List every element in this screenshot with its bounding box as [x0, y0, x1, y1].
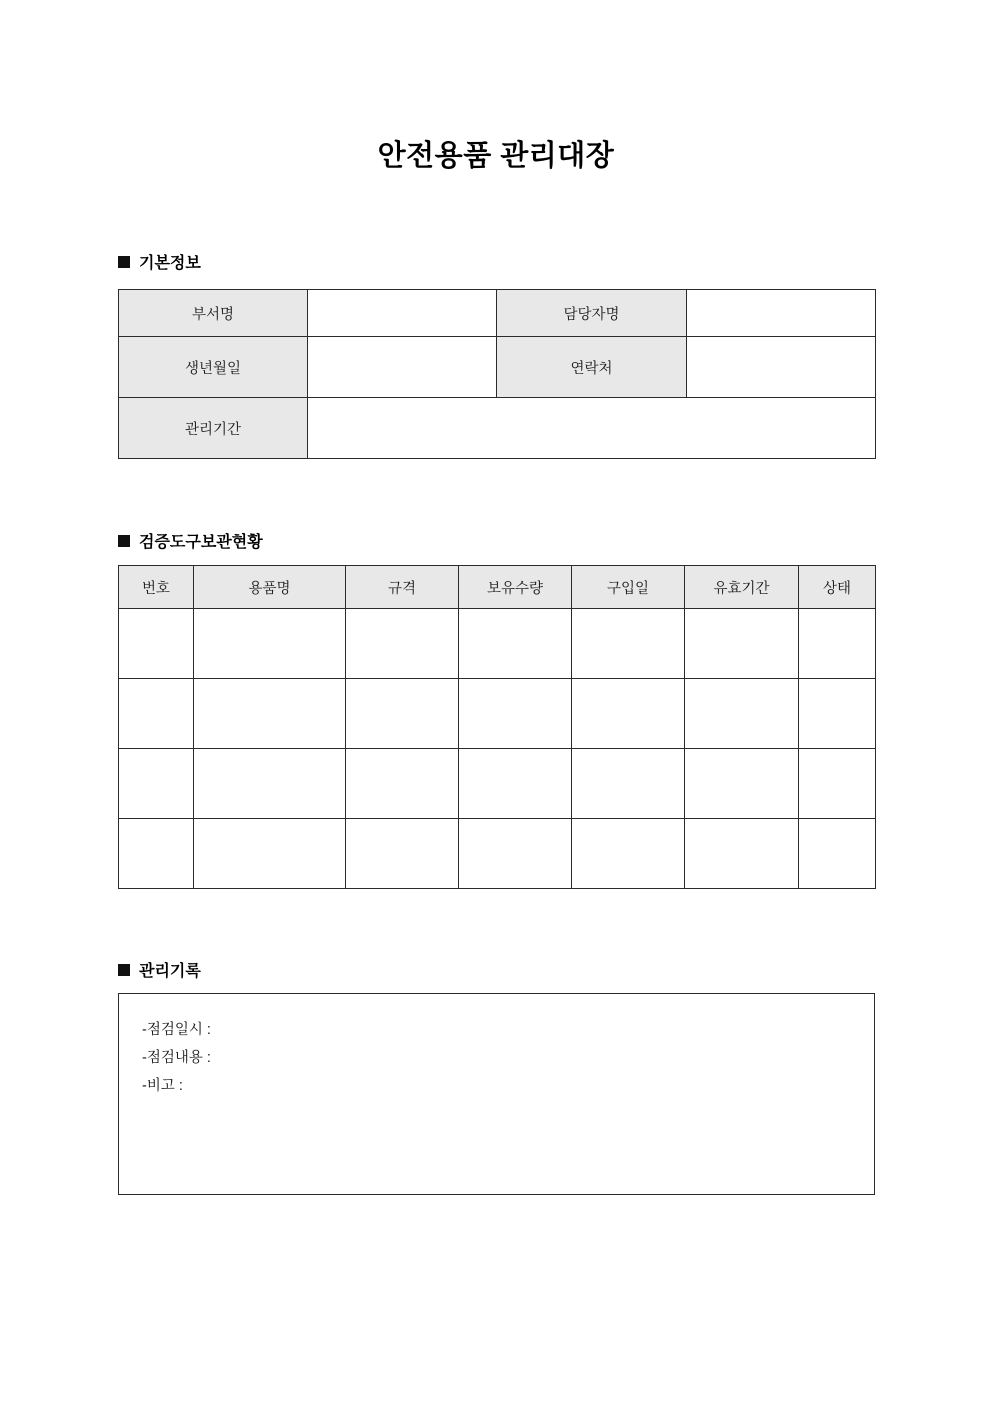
- section-heading-records: [118, 958, 201, 981]
- cell-purchase-date[interactable]: [572, 819, 685, 889]
- cell-status[interactable]: [799, 609, 876, 679]
- column-header-quantity: 보유수량: [459, 566, 572, 609]
- table-row: [119, 679, 876, 749]
- cell-number[interactable]: [119, 819, 194, 889]
- table-row: [119, 337, 876, 398]
- table-row: [119, 749, 876, 819]
- column-header-specification: 규격: [346, 566, 459, 609]
- record-line-inspection-content: -점검내용 :: [142, 1050, 211, 1066]
- cell-purchase-date[interactable]: [572, 609, 685, 679]
- basic-info-table: [118, 289, 876, 459]
- record-line-inspection-datetime: -점검일시 :: [142, 1022, 211, 1038]
- cell-number[interactable]: [119, 679, 194, 749]
- cell-number[interactable]: [119, 609, 194, 679]
- label-management-period: 관리기간: [119, 398, 308, 459]
- cell-status[interactable]: [799, 819, 876, 889]
- value-birth-date[interactable]: [308, 337, 497, 398]
- cell-item-name[interactable]: [194, 679, 346, 749]
- column-header-purchase-date: 구입일: [572, 566, 685, 609]
- column-header-item-name: 용품명: [194, 566, 346, 609]
- section-heading-tools-label: 검증도구보관현황: [139, 534, 263, 551]
- section-heading-basic-info: [118, 250, 201, 273]
- label-manager-name: 담당자명: [497, 290, 687, 337]
- cell-specification[interactable]: [346, 679, 459, 749]
- value-manager-name[interactable]: [687, 290, 876, 337]
- page-title: 안전용품 관리대장: [377, 140, 615, 172]
- cell-quantity[interactable]: [459, 819, 572, 889]
- cell-item-name[interactable]: [194, 749, 346, 819]
- cell-purchase-date[interactable]: [572, 749, 685, 819]
- cell-specification[interactable]: [346, 609, 459, 679]
- square-marker-icon: [118, 964, 130, 976]
- label-contact: 연락처: [497, 337, 687, 398]
- cell-valid-period[interactable]: [685, 819, 799, 889]
- cell-specification[interactable]: [346, 749, 459, 819]
- cell-valid-period[interactable]: [685, 749, 799, 819]
- section-heading-tools: [118, 529, 263, 552]
- cell-valid-period[interactable]: [685, 679, 799, 749]
- cell-quantity[interactable]: [459, 679, 572, 749]
- label-department-name: 부서명: [119, 290, 308, 337]
- tools-inventory-table: [118, 565, 876, 889]
- cell-status[interactable]: [799, 749, 876, 819]
- section-heading-basic-info-label: 기본정보: [139, 255, 201, 272]
- value-management-period[interactable]: [308, 398, 876, 459]
- cell-item-name[interactable]: [194, 819, 346, 889]
- section-heading-records-label: 관리기록: [139, 963, 201, 980]
- table-row: [119, 609, 876, 679]
- table-row: [119, 290, 876, 337]
- cell-specification[interactable]: [346, 819, 459, 889]
- table-row: [119, 398, 876, 459]
- cell-quantity[interactable]: [459, 609, 572, 679]
- cell-purchase-date[interactable]: [572, 679, 685, 749]
- table-header-row: [119, 566, 876, 609]
- record-line-remarks: -비고 :: [142, 1078, 183, 1094]
- label-birth-date: 생년월일: [119, 337, 308, 398]
- square-marker-icon: [118, 535, 130, 547]
- cell-number[interactable]: [119, 749, 194, 819]
- value-department-name[interactable]: [308, 290, 497, 337]
- column-header-valid-period: 유효기간: [685, 566, 799, 609]
- column-header-number: 번호: [119, 566, 194, 609]
- column-header-status: 상태: [799, 566, 876, 609]
- cell-status[interactable]: [799, 679, 876, 749]
- value-contact[interactable]: [687, 337, 876, 398]
- cell-quantity[interactable]: [459, 749, 572, 819]
- square-marker-icon: [118, 256, 130, 268]
- table-row: [119, 819, 876, 889]
- management-record-box[interactable]: [118, 993, 875, 1195]
- cell-valid-period[interactable]: [685, 609, 799, 679]
- cell-item-name[interactable]: [194, 609, 346, 679]
